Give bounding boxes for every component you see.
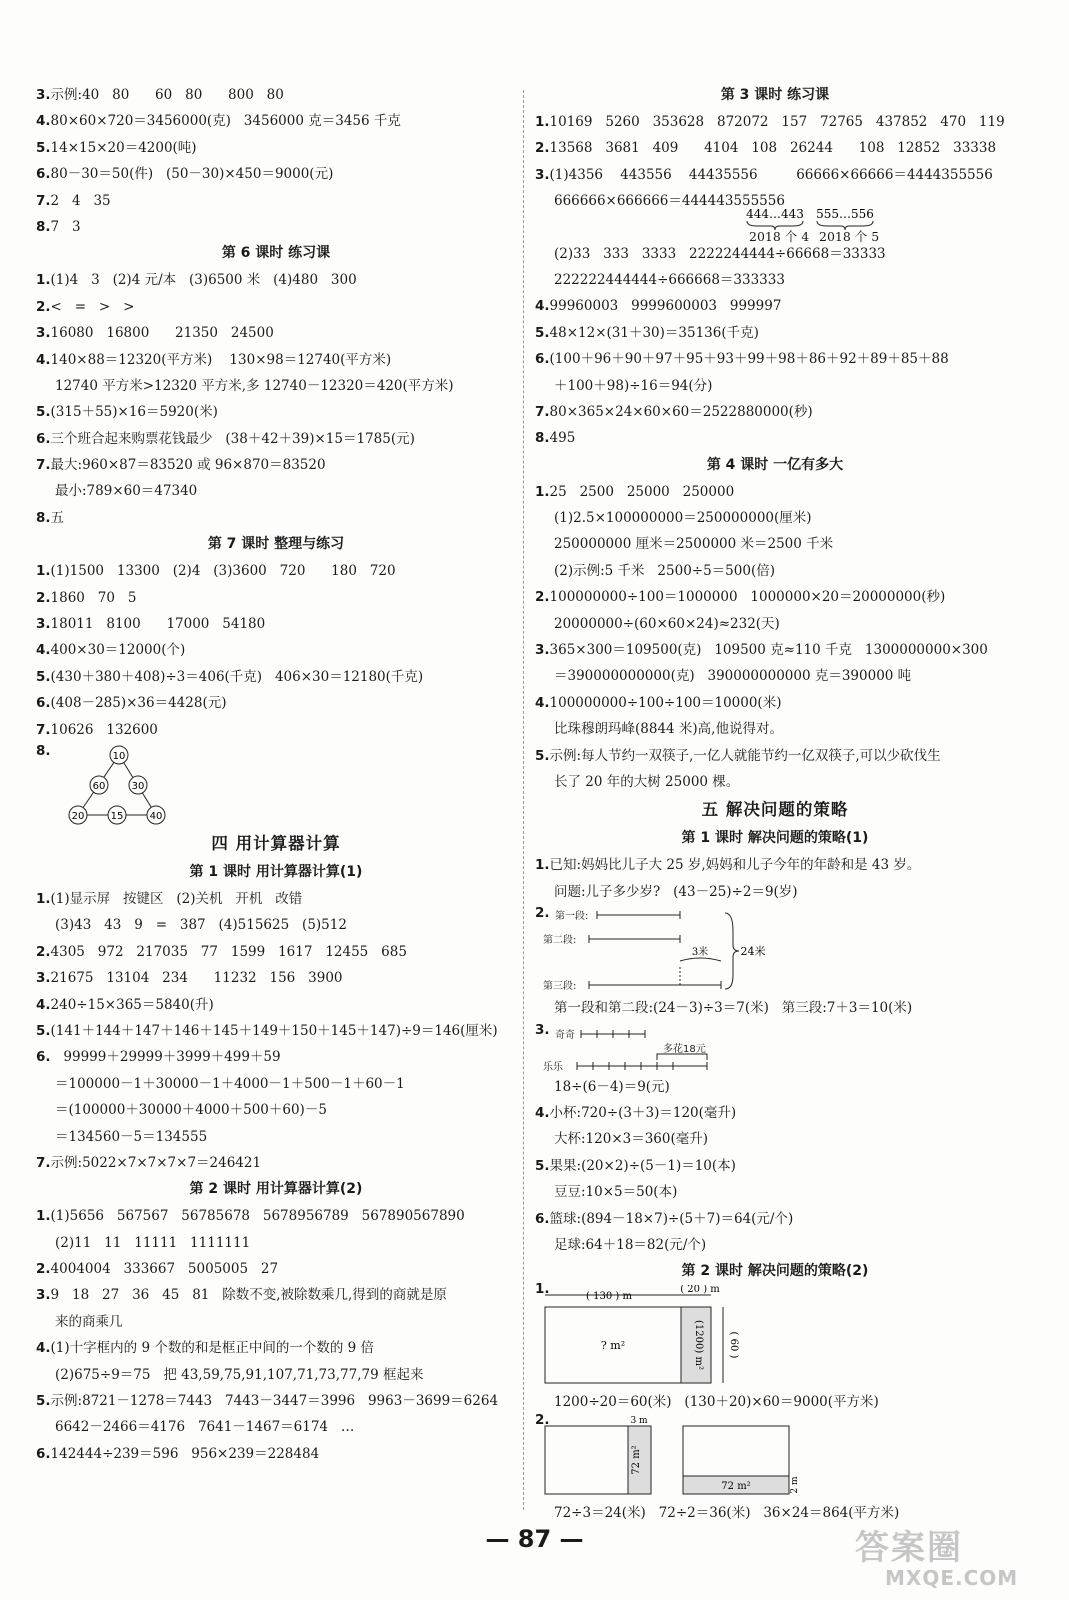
answer-text: (2)示例:5 千米 2500÷5＝500(倍) bbox=[554, 562, 775, 579]
answer-text: (430＋380＋408)÷3＝406(千克) 406×30＝12180(千克) bbox=[50, 668, 424, 685]
svg-text:60: 60 bbox=[92, 780, 106, 792]
answer-text: 示例:40 80 60 80 800 80 bbox=[50, 87, 284, 103]
rect-1-diagram bbox=[535, 1285, 1015, 1389]
strategy1-title: 第 1 课时 解决问题的策略(1) bbox=[681, 830, 869, 847]
answer-line bbox=[535, 135, 1015, 161]
answer-line bbox=[36, 82, 516, 108]
answer-text: 13568 3681 409 4104 108 26244 108 12852 33338 bbox=[549, 140, 997, 157]
answer-line bbox=[535, 1232, 1015, 1258]
question-number: 1. bbox=[36, 890, 51, 907]
answer-text: 100000000÷100＝1000000 1000000×20＝20000000(秒) bbox=[549, 589, 946, 606]
question-number: 3. bbox=[36, 616, 51, 633]
answer-line bbox=[36, 1335, 516, 1361]
answer-line bbox=[535, 399, 1015, 425]
section-l7 bbox=[36, 558, 516, 743]
answer-text: 10169 5260 353628 872072 157 72765 437852 470 119 bbox=[549, 114, 1005, 130]
area-unknown: ? m² bbox=[600, 1339, 626, 1353]
answer-text: 18÷(6－4)＝9(元) bbox=[554, 1078, 670, 1095]
question-number: 5. bbox=[36, 1022, 51, 1039]
question-number: 8. bbox=[36, 509, 51, 526]
question-number: 3. bbox=[36, 970, 51, 987]
question-number: 6. bbox=[36, 430, 51, 447]
answer-line bbox=[36, 1150, 516, 1176]
question-number: 1. bbox=[535, 483, 550, 500]
answer-line bbox=[36, 478, 516, 504]
question-number: 4. bbox=[36, 996, 51, 1013]
answer-line bbox=[535, 425, 1015, 451]
section-r3b bbox=[535, 241, 1015, 452]
question-number: 5. bbox=[36, 668, 51, 685]
answer-line bbox=[36, 347, 516, 373]
answer-line bbox=[36, 1018, 516, 1044]
answer-line bbox=[535, 531, 1015, 557]
answer-text: 140×88＝12320(平方米) 130×98＝12740(平方米) bbox=[50, 351, 392, 368]
question-number: 8. bbox=[36, 742, 51, 759]
answer-text: 400×30＝12000(个) bbox=[50, 642, 186, 659]
lesson7-title: 第 7 课时 整理与练习 bbox=[207, 536, 345, 553]
answer-line bbox=[36, 690, 516, 716]
answer-text: 80×365×24×60×60＝2522880000(秒) bbox=[549, 403, 813, 420]
watermark-logo: 答案圈 bbox=[855, 1528, 963, 1568]
question-number: 5. bbox=[36, 1393, 51, 1410]
answer-text: ＝(100000＋30000＋4000＋500＋60)－5 bbox=[55, 1102, 327, 1119]
answer-line bbox=[535, 852, 1015, 878]
answer-text: (3)43 43 9 = 387 (4)515625 (5)512 bbox=[55, 917, 347, 934]
answer-text: 14×15×20＝4200(吨) bbox=[50, 139, 197, 156]
answer-text: (1)显示屏 按键区 (2)关机 开机 改错 bbox=[50, 890, 303, 907]
answer-text: (1)1500 13300 (2)4 (3)3600 720 180 720 bbox=[50, 563, 396, 580]
answer-text: (1)2.5×100000000＝250000000(厘米) bbox=[554, 510, 812, 527]
answer-line bbox=[535, 769, 1015, 795]
circle-mid-left bbox=[90, 776, 108, 794]
answer-text: 第一段和第二段:(24－3)÷3＝7(米) 第三段:7＋3＝10(米) bbox=[554, 1000, 913, 1017]
question-number: 1. bbox=[36, 1208, 51, 1225]
question-number: 2. bbox=[36, 943, 51, 960]
answer-text: 4305 972 217035 77 1599 1617 12455 685 bbox=[50, 943, 407, 960]
answer-text: 4004004 333667 5005005 27 bbox=[50, 1261, 279, 1278]
answer-text: 250000000 厘米＝2500000 米＝2500 千米 bbox=[554, 536, 834, 553]
question-number: 2. bbox=[535, 1411, 550, 1428]
answer-line bbox=[36, 1071, 516, 1097]
answer-line bbox=[36, 1282, 516, 1308]
area-72-left: 72 m² bbox=[631, 1444, 642, 1475]
question-number: 1. bbox=[535, 857, 550, 874]
answer-line bbox=[36, 1256, 516, 1282]
answer-text: (1)4 3 (2)4 元/本 (3)6500 米 (4)480 300 bbox=[50, 272, 357, 289]
answer-text: 99999＋29999＋3999＋499＋59 bbox=[50, 1049, 281, 1066]
svg-text:30: 30 bbox=[131, 780, 145, 792]
total-label: 24米 bbox=[740, 945, 766, 959]
strip-width-3m: 3 m bbox=[630, 1415, 648, 1426]
answer-text: 20000000÷(60×60×24)≈232(天) bbox=[554, 615, 780, 632]
strip-height-2m: 2 m bbox=[790, 1476, 800, 1494]
answer-text: 21675 13104 234 11232 156 3900 bbox=[50, 970, 343, 987]
svg-text:20: 20 bbox=[71, 810, 85, 822]
answer-text: 72÷3＝24(米) 72÷2＝36(米) 36×24＝864(平方米) bbox=[554, 1504, 900, 1521]
answer-text: 问题:儿子多少岁? (43－25)÷2＝9(岁) bbox=[554, 883, 798, 900]
column-divider bbox=[523, 90, 524, 1510]
answer-line bbox=[36, 1230, 516, 1256]
question-number: 5. bbox=[535, 1157, 550, 1174]
answer-line bbox=[36, 426, 516, 452]
answer-text: 48×12×(31＋30)＝35136(千克) bbox=[549, 324, 759, 341]
question-number: 2. bbox=[535, 140, 550, 157]
section-s1b bbox=[535, 995, 1015, 1021]
answer-line bbox=[535, 663, 1015, 689]
section-l-top bbox=[36, 82, 516, 240]
answer-text: 6642－2466＝4176 7641－1467＝6174 … bbox=[55, 1419, 355, 1436]
question-number: 2. bbox=[36, 1261, 51, 1278]
answer-line bbox=[36, 1124, 516, 1150]
answer-line bbox=[535, 1074, 1015, 1100]
segment-label-2: 第二段: bbox=[543, 935, 577, 947]
answer-line bbox=[535, 1389, 1015, 1415]
answer-line bbox=[535, 558, 1015, 584]
answer-text: (1)5656 567567 56785678 5678956789 567890567890 bbox=[50, 1208, 465, 1225]
answer-line bbox=[535, 584, 1015, 610]
lesson3-title: 第 3 课时 练习课 bbox=[720, 87, 830, 103]
calc1-title: 第 1 课时 用计算器计算(1) bbox=[189, 863, 363, 880]
answer-line bbox=[535, 505, 1015, 531]
question-number: 3. bbox=[36, 87, 51, 103]
answer-line bbox=[36, 611, 516, 637]
answer-text: 豆豆:10×5＝50(本) bbox=[554, 1184, 678, 1201]
answer-text: (100＋96＋90＋97＋95＋93＋99＋98＋86＋92＋89＋85＋88 bbox=[549, 351, 949, 368]
question-number: 1. bbox=[535, 1281, 550, 1298]
question-number: 3. bbox=[36, 325, 51, 342]
answer-text: 12740 平方米>12320 平方米,多 12740－12320＝420(平方米) bbox=[55, 377, 454, 394]
rect-2-diagram bbox=[535, 1416, 1015, 1500]
answer-line bbox=[36, 1362, 516, 1388]
question-number: 1. bbox=[36, 272, 51, 289]
answer-line bbox=[36, 452, 516, 478]
answer-text: 小杯:720÷(3＋3)＝120(毫升) bbox=[549, 1104, 737, 1121]
answer-text: 18011 8100 17000 54180 bbox=[50, 616, 266, 633]
answer-line bbox=[535, 1179, 1015, 1205]
answer-text: ＝390000000000(克) 390000000000 克＝390000 吨 bbox=[554, 668, 912, 685]
answer-line bbox=[36, 637, 516, 663]
answer-text: 142444÷239＝596 956×239＝228484 bbox=[50, 1445, 320, 1462]
lesson4-title: 第 4 课时 一亿有多大 bbox=[706, 456, 844, 473]
question-number: 5. bbox=[535, 324, 550, 341]
question-number: 2. bbox=[36, 298, 51, 315]
answer-line bbox=[36, 1044, 516, 1070]
question-number: 3. bbox=[535, 1021, 550, 1038]
triangle-diagram bbox=[56, 743, 216, 829]
unit4-title: 四 用计算器计算 bbox=[211, 833, 341, 853]
question-number: 6. bbox=[36, 1049, 51, 1066]
answer-line bbox=[535, 879, 1015, 905]
answer-line bbox=[535, 611, 1015, 637]
answer-text: 666666×666666＝444443555556 bbox=[554, 193, 785, 210]
qiqi-lele-bars bbox=[535, 1022, 1015, 1074]
section-r4 bbox=[535, 479, 1015, 796]
answer-text: 示例:5022×7×7×7×7＝246421 bbox=[50, 1154, 262, 1171]
answer-line bbox=[535, 293, 1015, 319]
question-number: 2. bbox=[535, 589, 550, 606]
answer-line bbox=[535, 373, 1015, 399]
answer-line bbox=[36, 1388, 516, 1414]
question-number: 5. bbox=[36, 404, 51, 421]
answer-line bbox=[36, 886, 516, 912]
answer-line bbox=[535, 1153, 1015, 1179]
question-number: 6. bbox=[36, 695, 51, 712]
answer-text: 果果:(20×2)÷(5－1)＝10(本) bbox=[549, 1157, 736, 1174]
right-column bbox=[535, 82, 1015, 1526]
answer-text: 来的商乘几 bbox=[55, 1313, 123, 1330]
section-l6 bbox=[36, 267, 516, 531]
rect-figure-2 bbox=[535, 1411, 1015, 1500]
width-130: ( 130 ) m bbox=[586, 1291, 632, 1303]
answer-line bbox=[36, 267, 516, 293]
question-number: 3. bbox=[535, 166, 550, 183]
answer-text: 三个班合起来购票花钱最少 (38＋42＋39)×15＝1785(元) bbox=[50, 430, 415, 447]
answer-text: 240÷15×365＝5840(升) bbox=[50, 996, 214, 1013]
question-number: 5. bbox=[535, 747, 550, 764]
question-number: 3. bbox=[36, 1287, 51, 1304]
more-label: 多花18元 bbox=[663, 1043, 706, 1055]
answer-text: (1)十字框内的 9 个数的和是框正中间的一个数的 9 倍 bbox=[50, 1340, 374, 1357]
triangle-figure bbox=[36, 743, 516, 829]
answer-line bbox=[36, 965, 516, 991]
answer-text: 10626 132600 bbox=[50, 721, 158, 738]
question-number: 4. bbox=[535, 694, 550, 711]
question-number: 6. bbox=[535, 1210, 550, 1227]
answer-line bbox=[36, 399, 516, 425]
width-20: ( 20 ) m bbox=[680, 1285, 720, 1296]
area-1200: (1200) m² bbox=[693, 1320, 704, 1371]
answer-text: 100000000÷100÷100＝10000(米) bbox=[549, 694, 782, 711]
answer-text: 1200÷20＝60(米) (130＋20)×60＝9000(平方米) bbox=[554, 1394, 879, 1411]
answer-text: 495 bbox=[549, 430, 576, 447]
answer-text: 80×60×720＝3456000(克) 3456000 克＝3456 千克 bbox=[50, 113, 401, 130]
answer-text: 五 bbox=[50, 509, 65, 526]
section-s1a bbox=[535, 852, 1015, 905]
answer-line bbox=[535, 637, 1015, 663]
question-number: 4. bbox=[36, 1340, 51, 1357]
answer-line bbox=[535, 995, 1015, 1021]
answer-text: 99960003 9999600003 999997 bbox=[549, 298, 782, 315]
answer-text: 222222444444÷666668＝333333 bbox=[554, 271, 785, 288]
answer-line bbox=[36, 717, 516, 743]
segment-label-3: 第三段: bbox=[543, 981, 577, 993]
answer-line bbox=[535, 1206, 1015, 1232]
answer-line bbox=[535, 743, 1015, 769]
answer-text: 最小:789×60＝47340 bbox=[55, 483, 198, 500]
answer-text: (2)33 333 3333 2222244444÷66668＝33333 bbox=[554, 245, 886, 262]
question-number: 4. bbox=[36, 642, 51, 659]
answer-line bbox=[36, 294, 516, 320]
answer-text: (315＋55)×16＝5920(米) bbox=[50, 404, 218, 421]
answer-line bbox=[36, 558, 516, 584]
svg-text:15: 15 bbox=[110, 810, 124, 822]
calc2-title: 第 2 课时 用计算器计算(2) bbox=[189, 1181, 363, 1198]
answer-line bbox=[36, 320, 516, 346]
brace-annotation bbox=[535, 206, 1015, 244]
question-number: 7. bbox=[36, 192, 51, 209]
rect-figure-1 bbox=[535, 1281, 1015, 1389]
question-number: 7. bbox=[36, 721, 51, 738]
answer-text: 大杯:120×3＝360(毫升) bbox=[554, 1131, 709, 1148]
answer-text: ＝100000－1＋30000－1＋4000－1＋500－1＋60－1 bbox=[55, 1075, 405, 1092]
answer-text: 足球:64＋18＝82(元/个) bbox=[554, 1236, 707, 1253]
area-72-right: 72 m² bbox=[721, 1480, 751, 1492]
circle-bottom-right bbox=[147, 806, 165, 824]
answer-text: 比珠穆朗玛峰(8844 米)高,他说得对。 bbox=[554, 721, 783, 738]
section-r3a bbox=[535, 109, 1015, 215]
answer-line bbox=[535, 267, 1015, 293]
question-number: 4. bbox=[535, 1104, 550, 1121]
question-number: 4. bbox=[36, 113, 51, 130]
answer-text: (2)11 11 11111 1111111 bbox=[55, 1234, 251, 1251]
answer-text: 最大:960×87＝83520 或 96×870＝83520 bbox=[50, 457, 326, 474]
brace-label-5: 2018 个 5 bbox=[819, 228, 880, 244]
answer-line bbox=[36, 373, 516, 399]
qiqi-label: 奇奇 bbox=[555, 1029, 575, 1041]
question-number: 6. bbox=[36, 1445, 51, 1462]
answer-line bbox=[535, 1126, 1015, 1152]
section-s2a bbox=[535, 1389, 1015, 1415]
answer-text: ＝134560－5＝134555 bbox=[55, 1128, 208, 1145]
circle-bottom-mid bbox=[108, 806, 126, 824]
answer-line bbox=[535, 479, 1015, 505]
answer-text: 示例:每人节约一双筷子,一亿人就能节约一亿双筷子,可以少砍伐生 bbox=[549, 747, 941, 764]
answer-line bbox=[535, 162, 1015, 188]
question-number: 7. bbox=[535, 403, 550, 420]
question-number: 6. bbox=[535, 351, 550, 368]
answer-text: 篮球:(894－18×7)÷(5＋7)＝64(元/个) bbox=[549, 1210, 794, 1227]
lesson6-title: 第 6 课时 练习课 bbox=[221, 245, 331, 262]
answer-line bbox=[36, 161, 516, 187]
answer-line bbox=[36, 188, 516, 214]
svg-text:40: 40 bbox=[149, 810, 163, 822]
answer-text: 16080 16800 21350 24500 bbox=[50, 325, 274, 342]
question-number: 1. bbox=[535, 114, 550, 130]
answer-text: 2 4 35 bbox=[50, 192, 111, 209]
section-s1c bbox=[535, 1074, 1015, 1259]
lele-label: 乐乐 bbox=[543, 1061, 563, 1073]
unit5-title: 五 解决问题的策略 bbox=[701, 800, 849, 820]
question-number: 7. bbox=[36, 1154, 51, 1171]
circle-top bbox=[110, 746, 128, 764]
segment-diagram bbox=[535, 905, 1015, 995]
question-number: 1. bbox=[36, 563, 51, 580]
answer-line bbox=[36, 135, 516, 161]
answer-text: ＋100＋98)÷16＝94(分) bbox=[554, 377, 713, 394]
answer-line bbox=[36, 939, 516, 965]
answer-text: 已知:妈妈比儿子大 25 岁,妈妈和儿子今年的年龄和是 43 岁。 bbox=[549, 857, 921, 874]
answer-text: (2)675÷9＝75 把 43,59,75,91,107,71,73,77,79 框起来 bbox=[55, 1366, 424, 1383]
answer-text: 80－30＝50(件) (50－30)×450＝9000(元) bbox=[50, 166, 334, 183]
answer-text: (408－285)×36＝4428(元) bbox=[50, 695, 227, 712]
answer-line bbox=[535, 1100, 1015, 1126]
answer-line bbox=[535, 346, 1015, 372]
answer-text: 9 18 27 36 45 81 除数不变,被除数乘几,得到的商就是原 bbox=[50, 1287, 447, 1304]
left-column bbox=[36, 82, 516, 1467]
answer-text: 长了 20 年的大树 25000 棵。 bbox=[554, 773, 740, 790]
answer-text: 7 3 bbox=[50, 218, 81, 235]
diff-label: 3米 bbox=[691, 947, 709, 959]
question-number: 2. bbox=[535, 905, 550, 922]
svg-text:10: 10 bbox=[112, 750, 126, 762]
question-number: 8. bbox=[36, 218, 51, 235]
brace-digits-5: 555…556 bbox=[816, 206, 874, 221]
answer-line bbox=[36, 505, 516, 531]
question-number: 4. bbox=[36, 351, 51, 368]
answer-line bbox=[535, 320, 1015, 346]
brace-digits-4: 444…443 bbox=[746, 206, 804, 221]
question-number: 3. bbox=[535, 642, 550, 659]
answer-line bbox=[36, 214, 516, 240]
answer-line bbox=[36, 1309, 516, 1335]
answer-line bbox=[36, 664, 516, 690]
answer-line bbox=[36, 1414, 516, 1440]
answer-line bbox=[36, 108, 516, 134]
answer-line bbox=[535, 109, 1015, 135]
question-number: 7. bbox=[36, 457, 51, 474]
question-number: 6. bbox=[36, 166, 51, 183]
answer-line bbox=[535, 716, 1015, 742]
answer-line bbox=[36, 1441, 516, 1467]
answer-text: < = > > bbox=[50, 298, 135, 315]
answer-line bbox=[535, 690, 1015, 716]
question-number: 4. bbox=[535, 298, 550, 315]
circle-mid-right bbox=[129, 776, 147, 794]
answer-text: 25 2500 25000 250000 bbox=[549, 483, 735, 500]
segment-bars bbox=[535, 905, 1015, 995]
qiqi-lele-diagram bbox=[535, 1022, 1015, 1074]
answer-line bbox=[36, 585, 516, 611]
question-number: 8. bbox=[535, 430, 550, 447]
answer-line bbox=[36, 912, 516, 938]
answer-line bbox=[36, 1097, 516, 1123]
answer-text: 示例:8721－1278＝7443 7443－3447＝3996 9963－3699＝6264 bbox=[50, 1393, 499, 1410]
question-number: 2. bbox=[36, 589, 51, 606]
answer-text: 1860 70 5 bbox=[50, 589, 137, 606]
answer-text: (1)4356 443556 44435556 66666×66666＝4444355556 bbox=[549, 166, 993, 183]
answer-text: (141＋144＋147＋146＋145＋149＋150＋145＋147)÷9＝146(厘米) bbox=[50, 1022, 498, 1039]
answer-line bbox=[36, 1203, 516, 1229]
strategy2-title: 第 2 课时 解决问题的策略(2) bbox=[681, 1263, 869, 1280]
answer-line bbox=[36, 992, 516, 1018]
height-60: ( 60 ) bbox=[728, 1331, 739, 1359]
section-c1 bbox=[36, 886, 516, 1176]
watermark-url: MXQE.COM bbox=[885, 1566, 1019, 1590]
section-c2 bbox=[36, 1203, 516, 1467]
brace-label-4: 2018 个 4 bbox=[749, 228, 810, 244]
circle-bottom-left bbox=[69, 806, 87, 824]
question-number: 5. bbox=[36, 139, 51, 156]
answer-text: 365×300＝109500(克) 109500 克≈110 千克 1300000000×300 bbox=[549, 642, 988, 659]
segment-label-1: 第一段: bbox=[555, 911, 589, 923]
page-number: — 87 — bbox=[485, 1525, 584, 1553]
